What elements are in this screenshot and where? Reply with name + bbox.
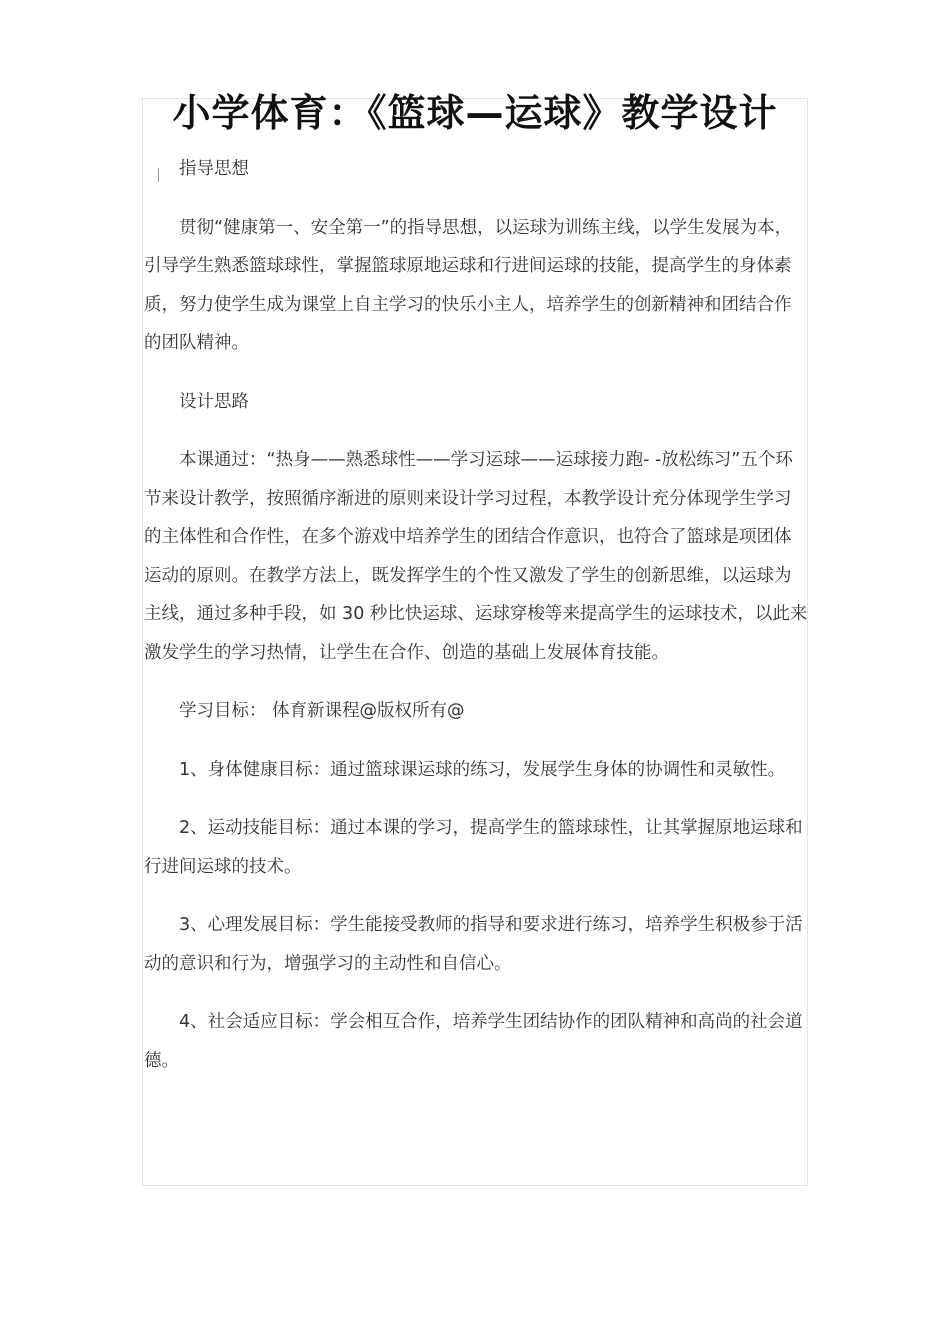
- document-body: [144, 150, 808, 1080]
- goal-item-2: 2、运动技能目标：通过本课的学习，提高学生的篮球球性，让其掌握原地运球和行进间运球的技术。: [144, 818, 803, 877]
- heading-learning-goals: 学习目标： 体育新课程@版权所有@: [179, 701, 465, 721]
- goal-item-3: 3、心理发展目标：学生能接受教师的指导和要求进行练习，培养学生积极参于活动的意识和行为，增强学习的主动性和自信心。: [144, 915, 803, 974]
- goal-item-4: 4、社会适应目标：学会相互合作，培养学生团结协作的团队精神和高尚的社会道德。: [144, 1012, 803, 1071]
- paragraph-guiding-ideology: 贯彻“健康第一、安全第一”的指导思想，以运球为训练主线，以学生发展为本，引导学生熟悉篮球球性，掌握篮球原地运球和行进间运球的技能，提高学生的身体素质，努力使学生成为课堂上自主学习的快乐小主人，培养学生的创新精神和团结合作的团队精神。: [144, 217, 793, 353]
- heading-guiding-ideology: 指导思想: [179, 159, 249, 179]
- goal-item-1: 1、身体健康目标：通过篮球课运球的练习，发展学生身体的协调性和灵敏性。: [179, 759, 786, 780]
- paragraph-design-approach: 本课通过：“热身——熟悉球性——学习运球——运球接力跑- -放松练习”五个环节来设计教学，按照循序渐进的原则来设计学习过程，本教学设计充分体现学生学习的主体性和合作性，在多个游戏中培养学生的团结合作意识，也符合了篮球是项团体运动的原则。在教学方法上，既发挥学生的个性又激发了学生的创新思维，以运球为主线，通过多种手段，如 30 秒比快运球、运球穿梭等来提高学生的运球技术，以此来激发学生的学习热情，让学生在合作、创造的基础上发展体育技能。: [144, 450, 808, 663]
- document-title: 小学体育：《篮球—运球》教学设计: [172, 91, 778, 135]
- heading-design-approach: 设计思路: [179, 391, 249, 412]
